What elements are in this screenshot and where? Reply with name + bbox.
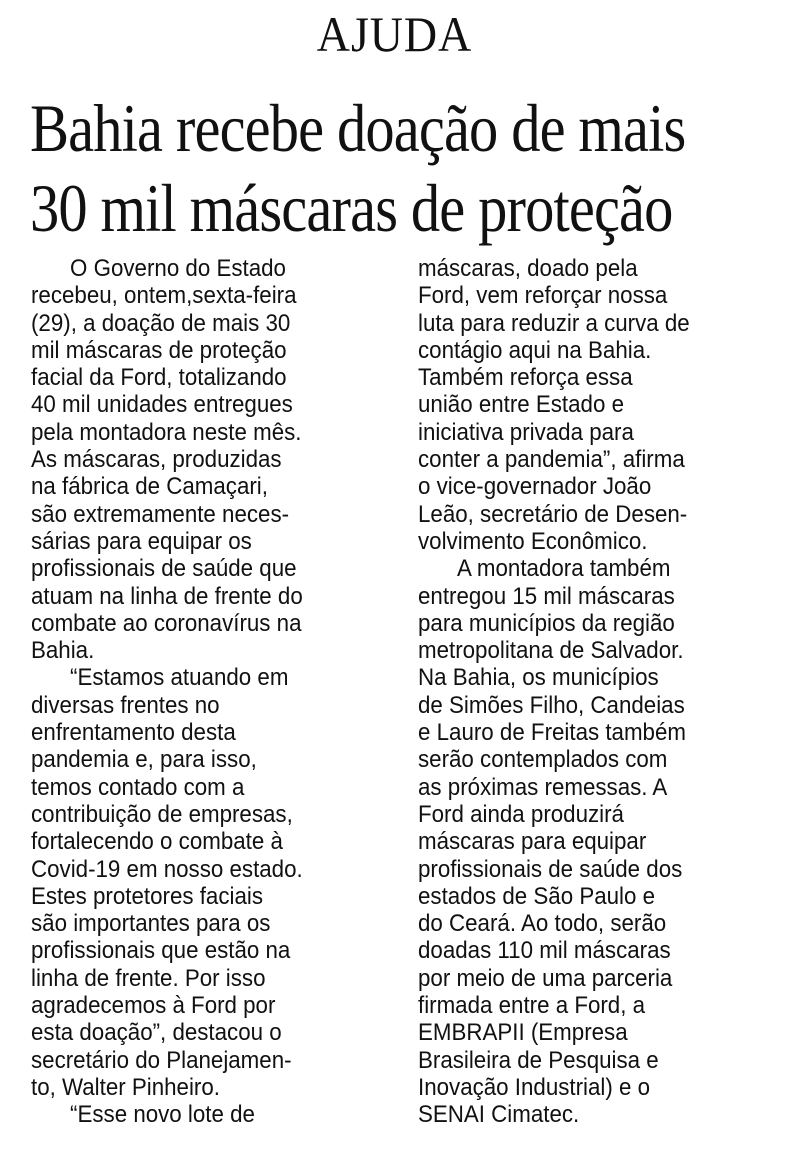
- body-line: Ford, vem reforçar nossa: [418, 282, 668, 310]
- body-line: máscaras para equipar: [418, 828, 647, 856]
- body-line: diversas frentes no: [31, 691, 220, 719]
- body-line: combate ao coronavírus na: [31, 609, 302, 637]
- body-line: iniciativa privada para: [418, 418, 634, 446]
- headline-line: Bahia recebe doação de mais: [30, 90, 686, 166]
- body-line: (29), a doação de mais 30: [31, 309, 291, 337]
- body-line: serão contemplados com: [418, 746, 668, 774]
- body-line: as próximas remessas. A: [418, 773, 668, 801]
- body-line: estados de São Paulo e: [418, 882, 656, 910]
- body-line: to, Walter Pinheiro.: [31, 1073, 220, 1101]
- body-line: união entre Estado e: [418, 391, 624, 419]
- body-line: por meio de uma parceria: [418, 964, 673, 992]
- body-line: “Estamos atuando em: [70, 664, 289, 692]
- body-line: contribuição de empresas,: [31, 800, 293, 828]
- body-line: do Ceará. Ao todo, serão: [418, 910, 667, 938]
- body-line: secretário do Planejamen-: [31, 1046, 292, 1074]
- body-line: facial da Ford, totalizando: [31, 364, 287, 392]
- body-line: Bahia.: [31, 637, 95, 665]
- body-line: SENAI Cimatec.: [418, 1101, 580, 1129]
- body-line: 40 mil unidades entregues: [31, 391, 293, 419]
- section-kicker: AJUDA: [316, 6, 473, 62]
- body-line: metropolitana de Salvador.: [418, 637, 684, 665]
- body-line: agradecemos à Ford por: [31, 992, 276, 1020]
- body-line: firmada entre a Ford, a: [418, 992, 646, 1020]
- body-line: volvimento Econômico.: [418, 527, 648, 555]
- body-line: mil máscaras de proteção: [31, 336, 287, 364]
- body-line: Brasileira de Pesquisa e: [418, 1046, 659, 1074]
- body-line: linha de frente. Por isso: [31, 964, 266, 992]
- body-line: Inovação Industrial) e o: [418, 1073, 651, 1101]
- body-line: conter a pandemia”, afirma: [418, 446, 685, 474]
- body-line: O Governo do Estado: [70, 255, 286, 282]
- body-line: “Esse novo lote de: [70, 1101, 255, 1129]
- body-line: são extremamente neces-: [31, 500, 290, 528]
- body-line: para municípios da região: [418, 609, 675, 637]
- body-line: de Simões Filho, Candeias: [418, 691, 685, 719]
- body-line: Estes protetores faciais: [31, 882, 263, 910]
- body-line: na fábrica de Camaçari,: [31, 473, 268, 501]
- body-line: A montadora também: [457, 555, 671, 583]
- body-line: o vice-governador João: [418, 473, 652, 501]
- body-line: são importantes para os: [31, 910, 271, 938]
- body-line: máscaras, doado pela: [418, 255, 638, 282]
- body-line: pandemia e, para isso,: [31, 746, 257, 774]
- body-line: luta para reduzir a curva de: [418, 309, 690, 337]
- headline-line: 30 mil máscaras de proteção: [30, 170, 673, 246]
- body-line: sárias para equipar os: [31, 527, 252, 555]
- body-line: recebeu, ontem,sexta-feira: [31, 282, 297, 310]
- body-line: atuam na linha de frente do: [31, 582, 303, 610]
- article-column-right: [418, 255, 758, 1129]
- body-line: EMBRAPII (Empresa: [418, 1019, 628, 1047]
- body-line: e Lauro de Freitas também: [418, 719, 686, 747]
- body-line: temos contado com a: [31, 773, 245, 801]
- body-line: Na Bahia, os municípios: [418, 664, 659, 692]
- body-line: enfrentamento desta: [31, 719, 236, 747]
- body-line: contágio aqui na Bahia.: [418, 336, 652, 364]
- body-line: pela montadora neste mês.: [31, 418, 302, 446]
- body-line: Leão, secretário de Desen-: [418, 500, 688, 528]
- body-line: doadas 110 mil máscaras: [418, 937, 671, 965]
- body-line: As máscaras, produzidas: [31, 446, 282, 474]
- body-line: fortalecendo o combate à: [31, 828, 283, 856]
- body-line: Covid-19 em nosso estado.: [31, 855, 303, 883]
- body-line: profissionais que estão na: [31, 937, 291, 965]
- body-line: Também reforça essa: [418, 364, 633, 392]
- article-headline: [30, 88, 684, 248]
- body-line: Ford ainda produzirá: [418, 800, 624, 828]
- body-line: esta doação”, destacou o: [31, 1019, 282, 1047]
- article-column-left: [31, 255, 361, 1129]
- body-line: profissionais de saúde que: [31, 555, 297, 583]
- body-line: profissionais de saúde dos: [418, 855, 683, 883]
- body-line: entregou 15 mil máscaras: [418, 582, 675, 610]
